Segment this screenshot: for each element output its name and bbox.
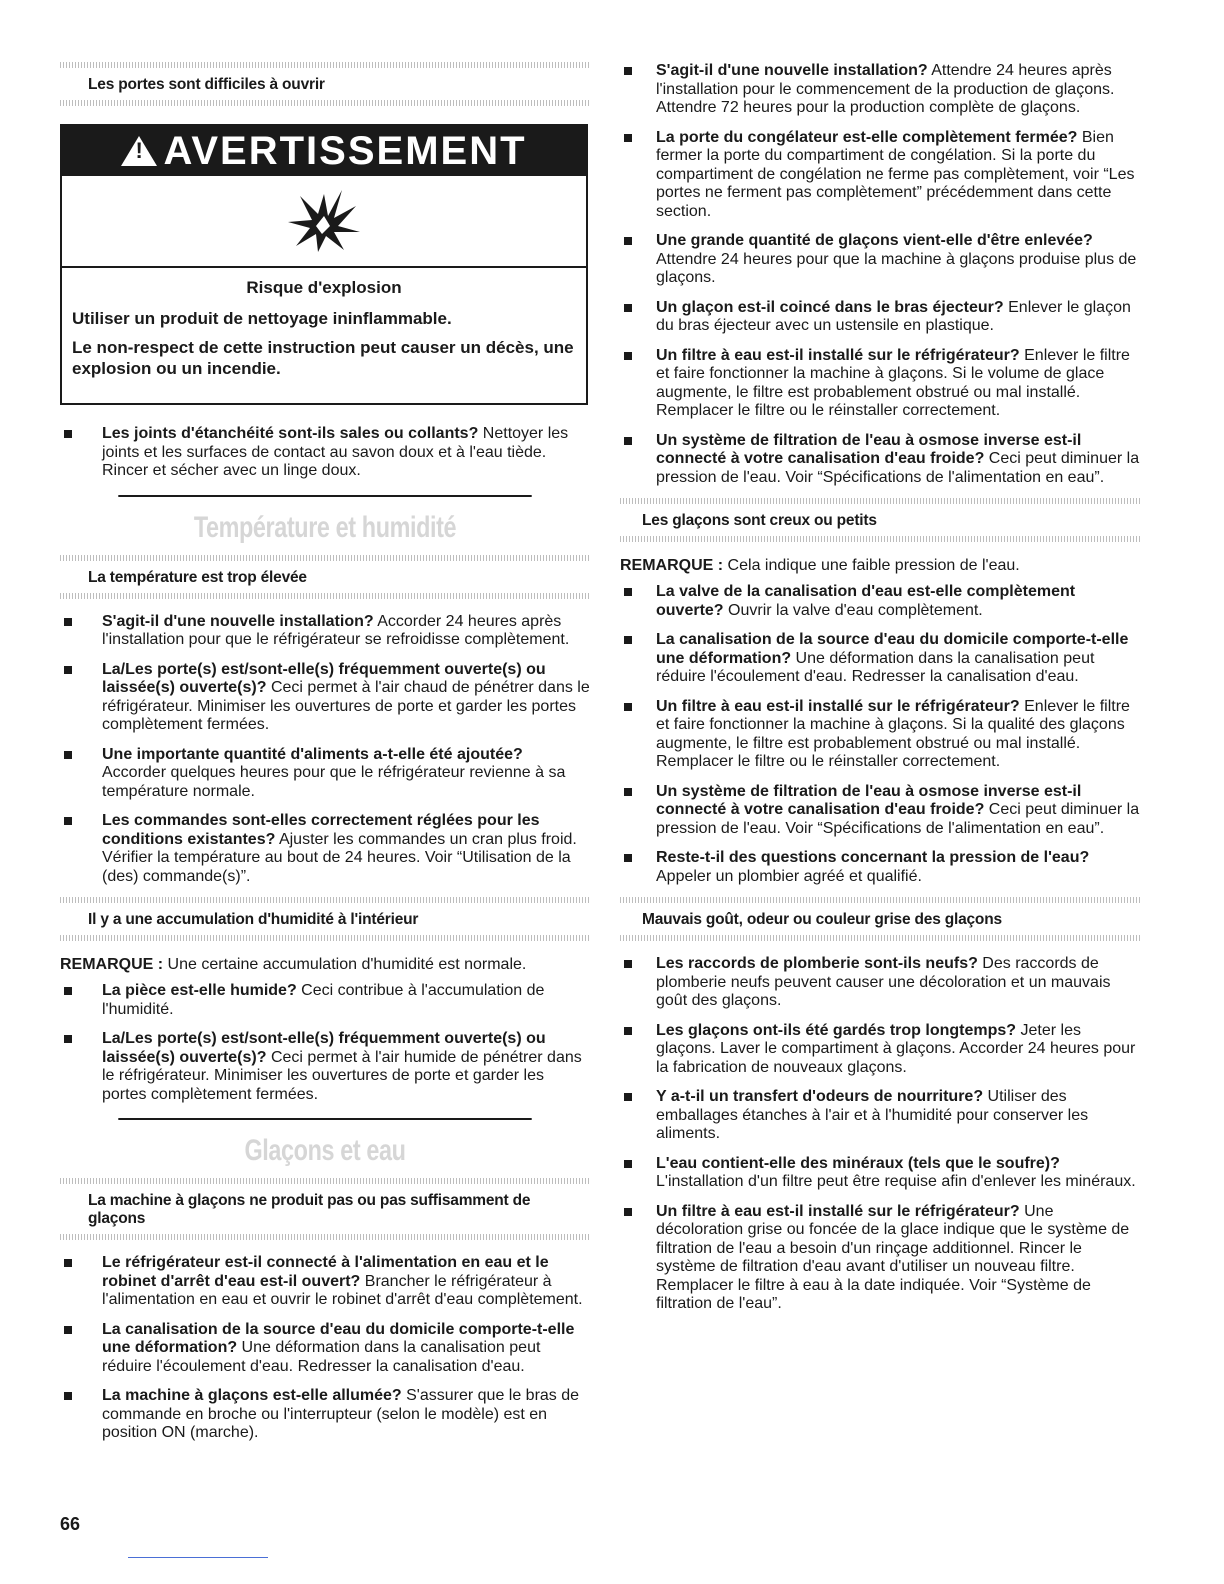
subhead-doors-hard-to-open: Les portes sont difficiles à ouvrir (60, 62, 590, 106)
list-item: Les commandes sont-elles correctement réglées pour les conditions existantes? Ajuster les commandes un cran plus froid. Vérifier la température au bout de 24 heures. Voir “Utilisation de la (des) commande(s)”. (60, 812, 590, 886)
bullet-square-icon (624, 960, 632, 968)
list-item: La porte du congélateur est-elle complètement fermée? Bien fermer la porte du compartiment de congélation. Si la porte du compartiment de congélation ne ferme pas complètement, voir “Les portes ne ferment pas complètement” précédemment dans cette section. (620, 129, 1140, 222)
bullet-square-icon (64, 817, 72, 825)
warning-risk: Risque d'explosion (246, 278, 402, 297)
list-item: La canalisation de la source d'eau du domicile comporte-t-elle une déformation? Une déformation dans la canalisation peut réduire l'écoulement d'eau. Redresser la canalisation d'eau. (620, 631, 1140, 687)
right-column (620, 62, 1140, 1325)
bullet-square-icon (624, 1160, 632, 1168)
list-item: La canalisation de la source d'eau du domicile comporte-t-elle une déformation? Une déformation dans la canalisation peut réduire l'écoulement d'eau. Redresser la canalisation d'eau. (60, 1321, 590, 1377)
list-item: Les joints d'étanchéité sont-ils sales ou collants? Nettoyer les joints et les surfaces de contact au savon doux et à l'eau tiède. Rincer et sécher avec un linge doux. (60, 425, 590, 481)
bullet-square-icon (624, 588, 632, 596)
warning-body (62, 268, 586, 403)
section-title-temperature: Température et humidité (118, 495, 531, 545)
list-item: La/Les porte(s) est/sont-elle(s) fréquemment ouverte(s) ou laissée(s) ouverte(s)? Ceci permet à l'air humide de pénétrer dans le réfrigérateur. Minimiser les ouvertures de porte et garder les portes complètement fermées. (60, 1030, 590, 1104)
list-item: Y a-t-il un transfert d'odeurs de nourriture? Utiliser des emballages étanches à l'air et à l'humidité pour conserver les aliments. (620, 1088, 1140, 1144)
list-item: L'eau contient-elle des minéraux (tels que le soufre)? L'installation d'un filtre peut être requise afin d'enlever les minéraux. (620, 1155, 1140, 1192)
bullet-square-icon (64, 1326, 72, 1334)
warning-box (60, 124, 588, 405)
subhead-ice-maker: La machine à glaçons ne produit pas ou pas suffisamment de glaçons (60, 1178, 590, 1240)
bullet-square-icon (624, 67, 632, 75)
bullet-square-icon (64, 430, 72, 438)
warning-triangle-icon (121, 136, 157, 166)
bullet-square-icon (624, 237, 632, 245)
explosion-icon (284, 186, 364, 256)
list-item: Une importante quantité d'aliments a-t-elle été ajoutée? Accorder quelques heures pour que le réfrigérateur revienne à sa température normale. (60, 746, 590, 802)
bullet-square-icon (624, 1093, 632, 1101)
bullet-square-icon (624, 1027, 632, 1035)
bullet-square-icon (64, 666, 72, 674)
subhead-bad-taste: Mauvais goût, odeur ou couleur grise des glaçons (620, 897, 1140, 941)
list-item: Les raccords de plomberie sont-ils neufs? Des raccords de plomberie neufs peuvent causer une décoloration et un mauvais goût des glaçons. (620, 955, 1140, 1011)
list-item: La valve de la canalisation d'eau est-elle complètement ouverte? Ouvrir la valve d'eau complètement. (620, 583, 1140, 620)
bullet-square-icon (64, 987, 72, 995)
list-item: Le réfrigérateur est-il connecté à l'alimentation en eau et le robinet d'arrêt d'eau est-il ouvert? Brancher le réfrigérateur à l'alimentation en eau et ouvrir le robinet d'arrêt d'eau complètement. (60, 1254, 590, 1310)
bullet-square-icon (64, 751, 72, 759)
subhead-humidity: Il y a une accumulation d'humidité à l'intérieur (60, 897, 590, 941)
bullet-square-icon (64, 1259, 72, 1267)
bullet-square-icon (64, 1035, 72, 1043)
bullet-square-icon (624, 788, 632, 796)
subhead-temperature-high: La température est trop élevée (60, 555, 590, 599)
list-item: Les glaçons ont-ils été gardés trop longtemps? Jeter les glaçons. Laver le compartiment à glaçons. Accorder 24 heures pour la fabrication de nouveaux glaçons. (620, 1022, 1140, 1078)
note-low-pressure: REMARQUE : Cela indique une faible pression de l'eau. (620, 557, 1020, 574)
footer-rule (128, 1557, 268, 1558)
list-item: Une grande quantité de glaçons vient-elle d'être enlevée? Attendre 24 heures pour que la machine à glaçons produise plus de glaçons. (620, 232, 1140, 288)
list-item: Un système de filtration de l'eau à osmose inverse est-il connecté à votre canalisation d'eau froide? Ceci peut diminuer la pression de l'eau. Voir “Spécifications de l'alimentation en eau”. (620, 432, 1140, 488)
list-item: S'agit-il d'une nouvelle installation? Attendre 24 heures après l'installation pour le commencement de la production de glaçons. Attendre 72 heures pour la production complète de glaçons. (620, 62, 1140, 118)
bullet-square-icon (624, 437, 632, 445)
bullet-square-icon (624, 304, 632, 312)
explosion-icon-area (62, 176, 586, 268)
left-column (60, 62, 590, 1454)
warning-line-2: Le non-respect de cette instruction peut causer un décès, une explosion ou un incendie. (72, 338, 574, 378)
list-item: Un filtre à eau est-il installé sur le réfrigérateur? Enlever le filtre et faire fonctionner la machine à glaçons. Si la qualité des glaçons augmente, le filtre est probablement obstrué ou mal installé. Remplacer le filtre ou le réinstaller correctement. (620, 698, 1140, 772)
list-item: Un filtre à eau est-il installé sur le réfrigérateur? Une décoloration grise ou foncée de la glace indique que le système de filtration de l'eau a besoin d'un rinçage additionnel. Rincer le système de filtration d'eau avant d'utiliser un nouveau filtre. Remplacer le filtre à eau à la date indiquée. Voir “Système de filtration de l'eau”. (620, 1203, 1140, 1314)
list-item: La/Les porte(s) est/sont-elle(s) fréquemment ouverte(s) ou laissée(s) ouverte(s)? Ceci permet à l'air chaud de pénétrer dans le réfrigérateur. Minimiser les ouvertures de porte et garder les portes complètement fermées. (60, 661, 590, 735)
list-item: La pièce est-elle humide? Ceci contribue à l'accumulation de l'humidité. (60, 982, 590, 1019)
bullet-square-icon (624, 636, 632, 644)
bullet-square-icon (624, 134, 632, 142)
list-item: S'agit-il d'une nouvelle installation? Accorder 24 heures après l'installation pour que le réfrigérateur se refroidisse complètement. (60, 613, 590, 650)
bullet-square-icon (624, 854, 632, 862)
page-number: 66 (60, 1514, 81, 1534)
list-item: Reste-t-il des questions concernant la pression de l'eau? Appeler un plombier agréé et qualifié. (620, 849, 1140, 886)
list-item: Un système de filtration de l'eau à osmose inverse est-il connecté à votre canalisation d'eau froide? Ceci peut diminuer la pression de l'eau. Voir “Spécifications de l'alimentation en eau”. (620, 783, 1140, 839)
bullet-square-icon (624, 352, 632, 360)
list-item: Un glaçon est-il coincé dans le bras éjecteur? Enlever le glaçon du bras éjecteur avec un ustensile en plastique. (620, 299, 1140, 336)
warning-line-1: Utiliser un produit de nettoyage ininflammable. (72, 309, 452, 328)
section-title-ice: Glaçons et eau (118, 1118, 531, 1168)
subhead-hollow-cubes: Les glaçons sont creux ou petits (620, 498, 1140, 542)
list-item: La machine à glaçons est-elle allumée? S'assurer que le bras de commande en broche ou l'interrupteur (selon le modèle) est en position ON (marche). (60, 1387, 590, 1443)
warning-title: AVERTISSEMENT (163, 129, 527, 173)
bullet-square-icon (64, 618, 72, 626)
bullet-square-icon (624, 703, 632, 711)
list-item: Un filtre à eau est-il installé sur le réfrigérateur? Enlever le filtre et faire fonctionner la machine à glaçons. Si le volume de glace augmente, le filtre est probablement obstrué ou mal installé. Remplacer le filtre ou le réinstaller correctement. (620, 347, 1140, 421)
bullet-square-icon (64, 1392, 72, 1400)
bullet-square-icon (624, 1208, 632, 1216)
note-humidity: REMARQUE : Une certaine accumulation d'humidité est normale. (60, 956, 527, 973)
warning-header (62, 126, 586, 176)
